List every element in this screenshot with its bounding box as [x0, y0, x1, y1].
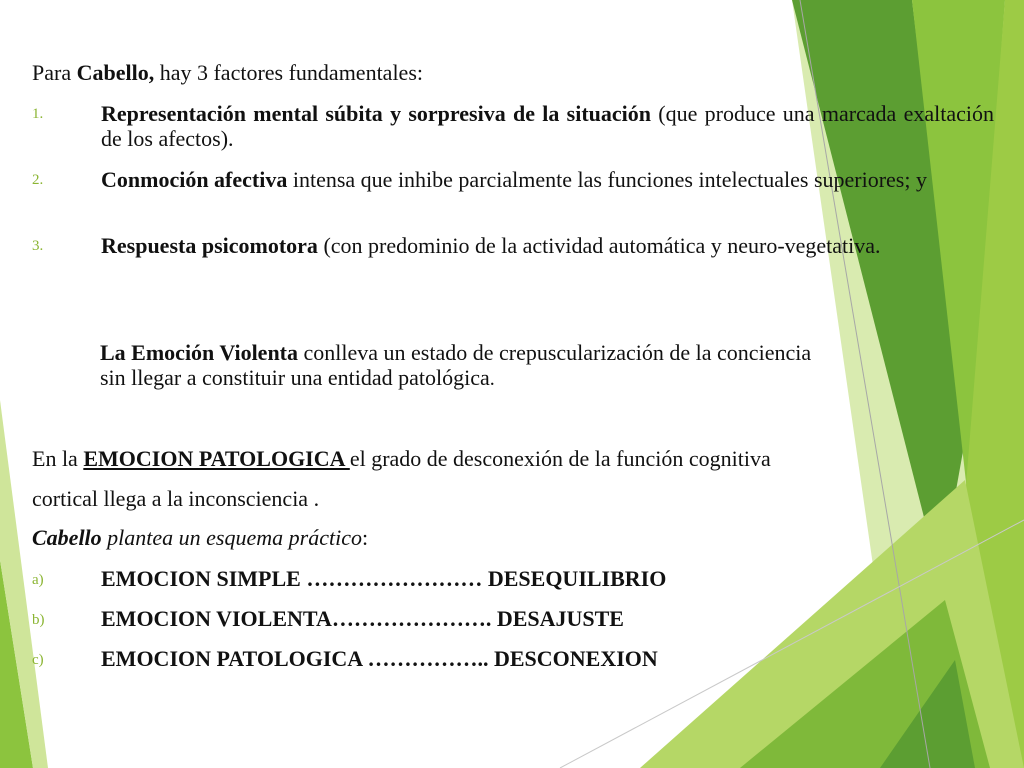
scheme-intro: Cabello plantea un esquema práctico: [32, 525, 369, 550]
factor-number: 2. [32, 172, 44, 188]
pathological-line2: cortical llega a la inconsciencia . [32, 486, 320, 511]
scheme-letter: c) [32, 652, 44, 668]
factor-number: 3. [32, 238, 44, 254]
scheme-item: EMOCION SIMPLE …………………… DESEQUILIBRIO [101, 566, 667, 591]
factor-item: Representación mental súbita y sorpresiva de la situación (que produce una marcada exaltación de los afectos). [101, 101, 994, 151]
pathological-line1: En la EMOCION PATOLOGICA el grado de desconexión de la función cognitiva [32, 446, 771, 471]
intro-line: Para Cabello, hay 3 factores fundamentales: [32, 60, 423, 85]
violent-emotion-line1: La Emoción Violenta conlleva un estado de crepuscularización de la conciencia [100, 340, 812, 365]
scheme-letter: a) [32, 572, 44, 588]
factor-item: Conmoción afectiva intensa que inhibe parcialmente las funciones intelectuales superiores; y [101, 167, 927, 192]
factor-number: 1. [32, 106, 44, 122]
scheme-item: EMOCION PATOLOGICA …………….. DESCONEXION [101, 646, 658, 671]
scheme-letter: b) [32, 612, 45, 628]
violent-emotion-line2: sin llegar a constituir una entidad patológica. [100, 365, 495, 390]
factor-item: Respuesta psicomotora (con predominio de la actividad automática y neuro-vegetativa. [101, 233, 881, 258]
scheme-item: EMOCION VIOLENTA…………………. DESAJUSTE [101, 606, 624, 631]
